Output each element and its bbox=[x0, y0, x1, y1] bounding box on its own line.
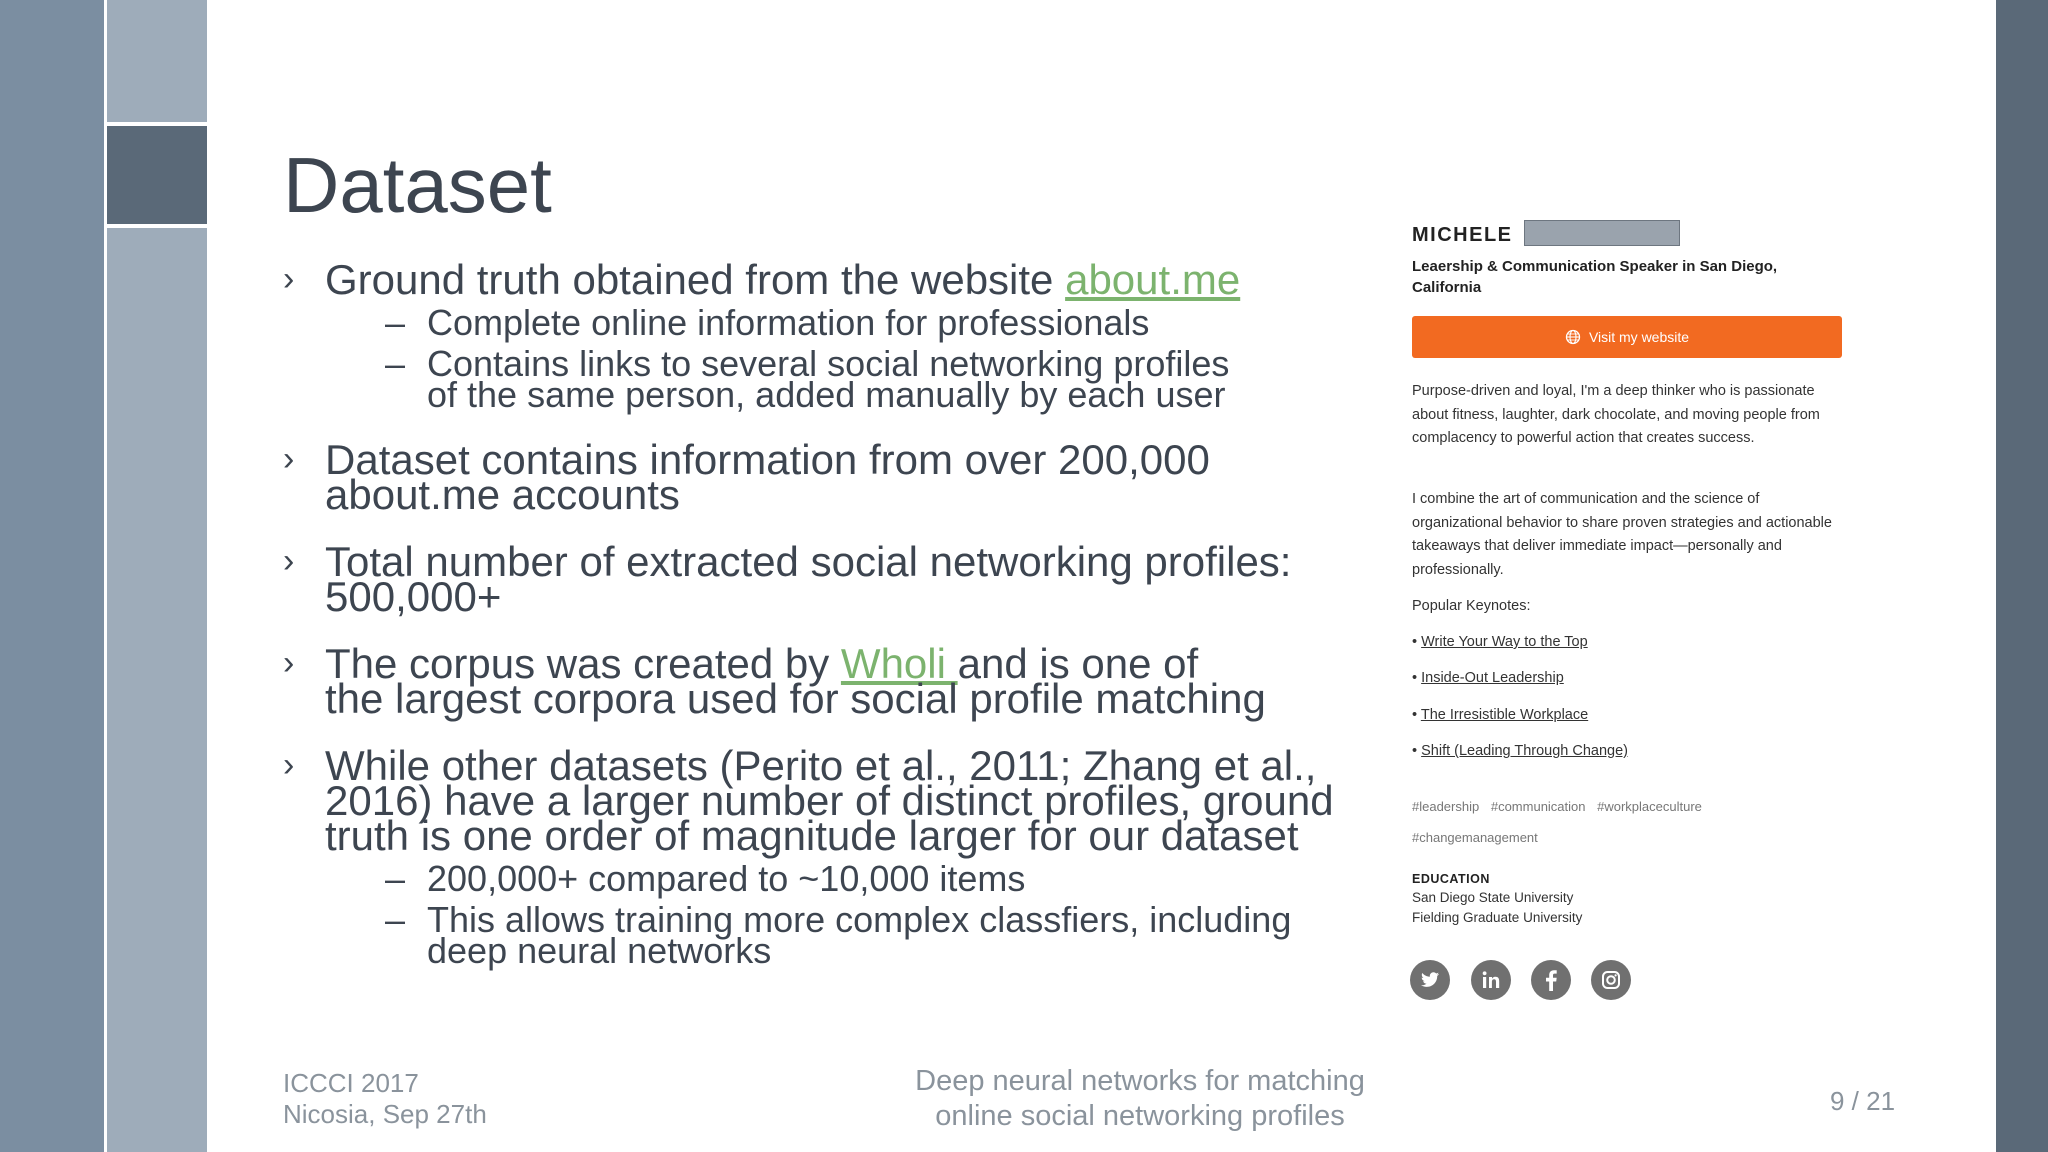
sub-bullet-text: This allows training more complex classfiers, including bbox=[427, 899, 1292, 940]
profile-bio: Purpose-driven and loyal, I'm a deep thinker who is passionate about fitness, laughter, dark chocolate, and moving people from complacency to powerful action that creates success. bbox=[1412, 383, 1820, 446]
column-separator bbox=[104, 224, 207, 228]
bullet-text: 2016) have a larger number of distinct profiles, ground bbox=[325, 777, 1334, 824]
dash-marker: – bbox=[385, 899, 406, 940]
profile-title: Leaership & Communication Speaker in San Diego, California bbox=[1412, 258, 1778, 296]
redacted-surname bbox=[1524, 220, 1680, 246]
slide-title: Dataset bbox=[283, 141, 552, 229]
footer-talk-title bbox=[880, 1064, 1400, 1134]
bullet-text: Dataset contains information from over 200,000 bbox=[325, 436, 1210, 483]
page-number: 9 / 21 bbox=[1830, 1086, 1896, 1116]
bullet-text: The corpus was created by bbox=[325, 640, 841, 687]
vertical-divider bbox=[104, 0, 107, 1152]
twitter-icon[interactable] bbox=[1410, 960, 1450, 1000]
education-heading: EDUCATION bbox=[1412, 872, 1490, 886]
bullet-text: truth is one order of magnitude larger for our dataset bbox=[325, 812, 1299, 859]
bullet-text: the largest corpora used for social profile matching bbox=[325, 675, 1266, 722]
footer-conference bbox=[283, 1068, 487, 1130]
bullet-marker: › bbox=[283, 440, 295, 478]
bullet-text: While other datasets (Perito et al., 2011; Zhang et al., bbox=[325, 742, 1317, 789]
tag-list bbox=[1412, 791, 1812, 853]
dash-marker: – bbox=[385, 302, 406, 343]
tag[interactable]: #changemanagement bbox=[1412, 830, 1538, 845]
education-item: Fielding Graduate University bbox=[1412, 910, 1583, 925]
dash-marker: – bbox=[385, 343, 406, 384]
sub-bullet bbox=[325, 899, 1363, 971]
conference-place: Nicosia, Sep 27th bbox=[283, 1099, 487, 1129]
talk-title-line: Deep neural networks for matching bbox=[915, 1065, 1365, 1097]
profile-bio: I combine the art of communication and the science of organizational behavior to share proven strategies and actionable takeaways that deliver immediate impact—personally and professionally. bbox=[1412, 491, 1832, 578]
facebook-icon[interactable] bbox=[1531, 960, 1571, 1000]
bullet-text: 500,000+ bbox=[325, 573, 502, 620]
globe-icon bbox=[1565, 329, 1581, 345]
dash-marker: – bbox=[385, 858, 406, 899]
tag[interactable]: #communication bbox=[1490, 799, 1586, 814]
bullet-marker: › bbox=[283, 644, 295, 682]
bullet-marker: › bbox=[283, 260, 295, 298]
tag[interactable]: #workplaceculture bbox=[1597, 799, 1702, 814]
visit-website-label: Visit my website bbox=[1588, 329, 1690, 345]
bullet-marker: › bbox=[283, 542, 295, 580]
bullet-item bbox=[283, 742, 1363, 971]
conference-name: ICCCI 2017 bbox=[283, 1068, 419, 1098]
bullet-item bbox=[283, 256, 1363, 415]
keynote-link[interactable]: • Inside-Out Leadership bbox=[1412, 670, 1564, 686]
bullet-item bbox=[283, 640, 1363, 722]
instagram-icon[interactable] bbox=[1591, 960, 1631, 1000]
sub-bullet-text: 200,000+ compared to ~10,000 items bbox=[427, 858, 1026, 899]
bullet-text: Ground truth obtained from the website bbox=[325, 256, 1066, 303]
bullet-item bbox=[283, 538, 1363, 620]
bullet-item bbox=[283, 436, 1363, 518]
tag[interactable]: #leadership bbox=[1412, 799, 1480, 814]
sub-bullet-text: of the same person, added manually by each user bbox=[427, 374, 1226, 415]
right-band bbox=[1996, 0, 2048, 1152]
bullet-text: and is one of bbox=[957, 640, 1199, 687]
keynotes-label: Popular Keynotes: bbox=[1412, 598, 1531, 614]
dark-accent-block bbox=[104, 126, 207, 224]
profile-card bbox=[1400, 200, 1870, 1020]
keynote-link[interactable]: • The Irresistible Workplace bbox=[1412, 707, 1589, 723]
left-band bbox=[0, 0, 104, 1152]
education-item: San Diego State University bbox=[1412, 890, 1574, 905]
bullet-text: about.me accounts bbox=[325, 471, 680, 518]
sub-bullet-text: Contains links to several social networking profiles bbox=[427, 343, 1230, 384]
bullet-marker: › bbox=[283, 746, 295, 784]
sub-bullet bbox=[325, 302, 1363, 343]
sub-bullet bbox=[325, 858, 1363, 899]
sub-bullet-text: Complete online information for professionals bbox=[427, 302, 1150, 343]
aboutme-link[interactable]: about.me bbox=[1065, 256, 1241, 303]
bullet-list bbox=[283, 256, 1363, 998]
profile-name: MICHELE bbox=[1412, 224, 1513, 246]
talk-title-line: online social networking profiles bbox=[935, 1100, 1345, 1132]
linkedin-icon[interactable] bbox=[1471, 960, 1511, 1000]
keynote-link[interactable]: • Write Your Way to the Top bbox=[1412, 634, 1588, 650]
wholi-link[interactable]: Wholi bbox=[840, 640, 958, 687]
sub-bullet bbox=[325, 343, 1363, 415]
visit-website-button[interactable] bbox=[1412, 316, 1842, 358]
keynote-link[interactable]: • Shift (Leading Through Change) bbox=[1412, 743, 1629, 759]
sub-bullet-text: deep neural networks bbox=[427, 930, 772, 971]
bullet-text: Total number of extracted social networking profiles: bbox=[325, 538, 1292, 585]
